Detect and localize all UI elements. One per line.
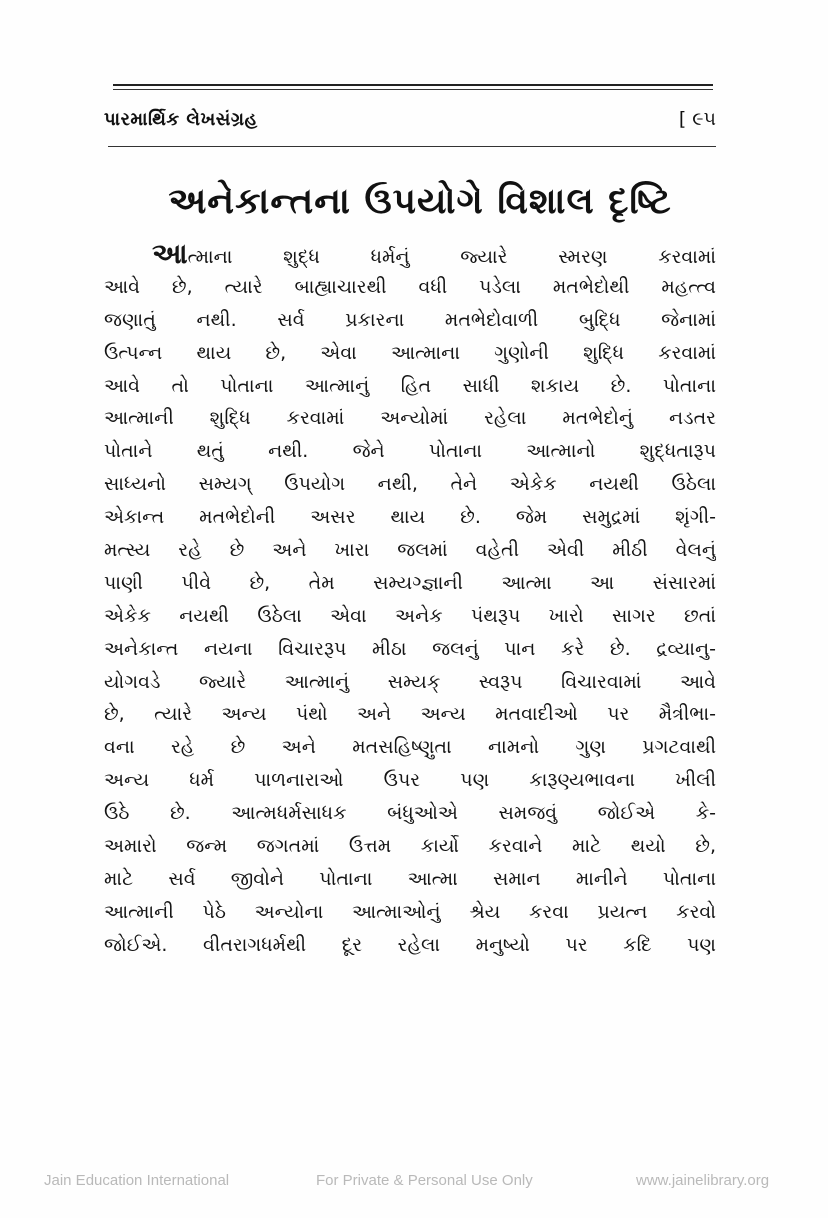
text-line: આવે છે, ત્યારે બાહ્યાચારથી વધી પડેલા મતભેદોથી મહત્ત્વ (104, 275, 716, 298)
text-line: આવે તો પોતાના આત્માનું હિત સાધી શકાય છે. પોતાના (104, 374, 716, 397)
footer (0, 1172, 828, 1196)
text-line: જણાતું નથી. સર્વ પ્રકારના મતભેદોવાળી બુદ્ધિ જેનામાં (104, 308, 716, 331)
dropcap: આ (152, 238, 188, 270)
text-line: મત્સ્ય રહે છે અને ખારા જલમાં વહેતી એવી મીઠી વેલનું (104, 539, 716, 562)
running-title: પારમાર્થિક લેખસંગ્રહ (104, 108, 258, 130)
text-line: ઉઠે છે. આત્મધર્મસાધક બંધુઓએ સમજવું જોઈએ કે- (104, 802, 716, 825)
footer-publisher: Jain Education International (44, 1172, 230, 1189)
text-line: વના રહે છે અને મતસહિષ્ણુતા નામનો ગુણ પ્રગટવાથી (104, 736, 716, 759)
text-line: અનેકાન્ત નયના વિચારરૂપ મીઠા જલનું પાન કરે છે. દ્રવ્યાનુ- (104, 637, 716, 660)
text-line (104, 238, 716, 271)
chapter-title: અનેકાન્તના ઉપયોગે વિશાલ દૃષ્ટિ (168, 181, 672, 222)
page-number-value: ૯૫ (692, 108, 716, 130)
footer-usage-note: For Private & Personal Use Only (316, 1172, 533, 1189)
page-number (679, 108, 716, 130)
header-rule (108, 146, 716, 147)
page-number-bracket: [ (678, 108, 687, 130)
text-line: છે, ત્યારે અન્ય પંથો અને અન્ય મતવાદીઓ પર મૈત્રીભા- (104, 703, 716, 726)
text-line: સાધ્યનો સમ્યગ્ ઉપયોગ નથી, તેને એકેક નયથી ઉઠેલા (104, 473, 716, 496)
text-line: માટે સર્વ જીવોને પોતાના આત્મા સમાન માનીને પોતાના (104, 867, 716, 890)
running-head (104, 104, 716, 134)
text-line: યોગવડે જ્યારે આત્માનું સમ્યક્ સ્વરૂપ વિચારવામાં આવે (104, 670, 716, 693)
footer-website-link[interactable]: www.jainelibrary.org (636, 1172, 770, 1189)
header-double-rule (113, 84, 713, 90)
body-paragraph (104, 238, 716, 962)
text-line: પાણી પીવે છે, તેમ સમ્યગ્જ્ઞાની આત્મા આ સંસારમાં (104, 571, 716, 594)
text-line: અમારો જન્મ જગતમાં ઉત્તમ કાર્યો કરવાને માટે થયો છે, (104, 835, 716, 858)
text-line-content: ત્માના શુદ્ધ ધર્મનું જ્યારે સ્મરણ કરવામાં (187, 246, 716, 268)
text-line: આત્માની શુદ્ધિ કરવામાં અન્યોમાં રહેલા મતભેદોનું નડતર (104, 407, 716, 430)
text-line: પોતાને થતું નથી. જેને પોતાના આત્માનો શુદ્ધતારૂપ (104, 440, 716, 463)
text-line: ઉત્પન્ન થાય છે, એવા આત્માના ગુણોની શુદ્ધિ કરવામાં (104, 341, 716, 364)
text-line: અન્ય ધર્મ પાળનારાઓ ઉપર પણ કારૂણ્યભાવના ખીલી (104, 769, 716, 792)
text-line: એકાન્ત મતભેદોની અસર થાય છે. જેમ સમુદ્રમાં શૃંગી- (104, 506, 716, 529)
text-line: જોઈએ. વીતરાગધર્મથી દૂર રહેલા મનુષ્યો પર કદિ પણ (104, 933, 716, 956)
text-line: એકેક નયથી ઉઠેલા એવા અનેક પંથરૂપ ખારો સાગર છતાં (104, 604, 716, 627)
text-line: આત્માની પેઠે અન્યોના આત્માઓનું શ્રેય કરવા પ્રયત્ન કરવો (104, 900, 716, 923)
